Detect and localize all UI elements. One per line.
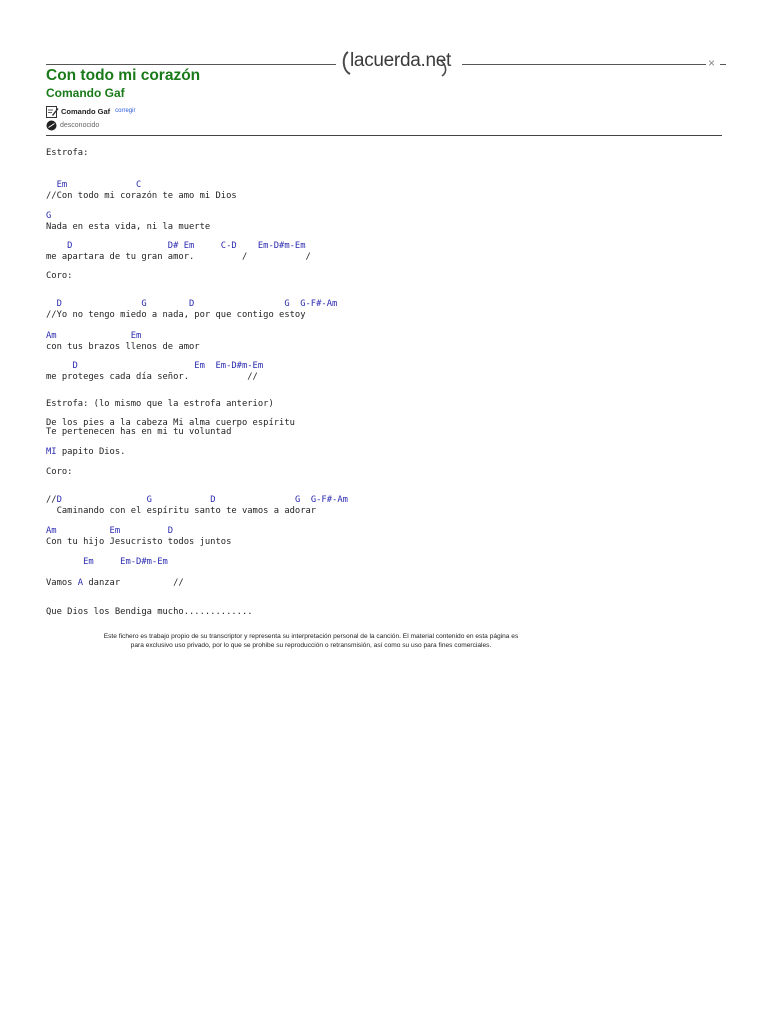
minimize-icon[interactable]	[720, 64, 726, 65]
transcriber-name[interactable]: Comando Gaf	[61, 106, 111, 116]
vinyl-disc-icon	[46, 120, 57, 131]
edit-link[interactable]: corregir	[115, 108, 136, 114]
lyric-line: //D G D G G-F#-Am	[46, 495, 348, 505]
chord-sheet	[46, 148, 706, 628]
chord-marker[interactable]: D	[56, 495, 62, 505]
chord-line: Em Em-D#m-Em	[46, 557, 168, 567]
rhythm-row	[46, 119, 99, 131]
lyric-line: me proteges cada día señor. //	[46, 372, 258, 382]
chord-line: G	[46, 211, 52, 221]
chord-line: D D# Em C-D Em-D#m-Em	[46, 241, 306, 251]
lyric-line: Que Dios los Bendiga mucho.............	[46, 607, 253, 617]
copyright-line-2: para exclusivo uso privado, por lo que se prohibe su reproducción o retransmisión, así como su uso para fines comerciales.	[130, 642, 492, 649]
chord-line: D Em Em-D#m-Em	[46, 361, 264, 371]
artist-name[interactable]: Comando Gaf	[46, 86, 125, 100]
chord-marker[interactable]: A	[77, 578, 84, 588]
lyric-line: MI papito Dios.	[46, 447, 126, 457]
site-logo[interactable]	[340, 46, 458, 80]
lyric-line: Coro:	[46, 467, 73, 477]
lyric-line: //Con todo mi corazón te amo mi Dios	[46, 191, 237, 201]
chord-marker[interactable]: G-F#-Am	[310, 495, 348, 505]
chord-marker[interactable]: G	[294, 495, 301, 505]
chord-line: Am Em	[46, 331, 142, 341]
lyric-line: De los pies a la cabeza Mi alma cuerpo espíritu	[46, 418, 295, 428]
lyric-line: Coro:	[46, 271, 73, 281]
close-icon[interactable]: ×	[708, 56, 716, 70]
lyric-line: Caminando con el espíritu santo te vamos a adorar	[46, 506, 317, 516]
lyric-line: Estrofa: (lo mismo que la estrofa anterior)	[46, 399, 274, 409]
lyric-line: Nada en esta vida, ni la muerte	[46, 222, 211, 232]
logo-tld-text: .net	[420, 50, 451, 71]
lyric-line: con tus brazos llenos de amor	[46, 342, 200, 352]
lyric-line: Te pertenecen has en mi tu voluntad	[46, 427, 232, 437]
chord-marker[interactable]: D	[210, 495, 216, 505]
rhythm-value: desconocido	[60, 121, 100, 129]
lyric-line: me apartara de tu gran amor. / /	[46, 252, 311, 262]
lyric-line: Vamos A danzar //	[46, 578, 184, 588]
chord-line: Em C	[46, 180, 142, 190]
song-title: Con todo mi corazón	[46, 67, 201, 84]
copyright-notice	[46, 632, 576, 650]
edit-pencil-icon	[46, 105, 59, 118]
logo-wordmark	[350, 50, 451, 72]
transcriber-row	[46, 104, 136, 118]
lyric-line: Estrofa:	[46, 148, 89, 158]
header-divider	[46, 135, 722, 136]
chord-marker[interactable]: G	[146, 495, 152, 505]
lyric-line: Con tu hijo Jesucristo todos juntos	[46, 537, 232, 547]
chord-marker[interactable]: MI	[46, 447, 57, 457]
header-rule-left	[46, 64, 336, 65]
lyric-line: //Yo no tengo miedo a nada, por que contigo estoy	[46, 310, 306, 320]
chord-line: D G D G G-F#-Am	[46, 299, 338, 309]
logo-main-text: lacuerda	[350, 50, 421, 71]
copyright-line-1: Este fichero es trabajo propio de su transcriptor y representa su interpretación personal de la canción. El material contenido en esta página es	[103, 633, 519, 640]
chord-line: Am Em D	[46, 526, 174, 536]
header-rule-right	[462, 64, 706, 65]
